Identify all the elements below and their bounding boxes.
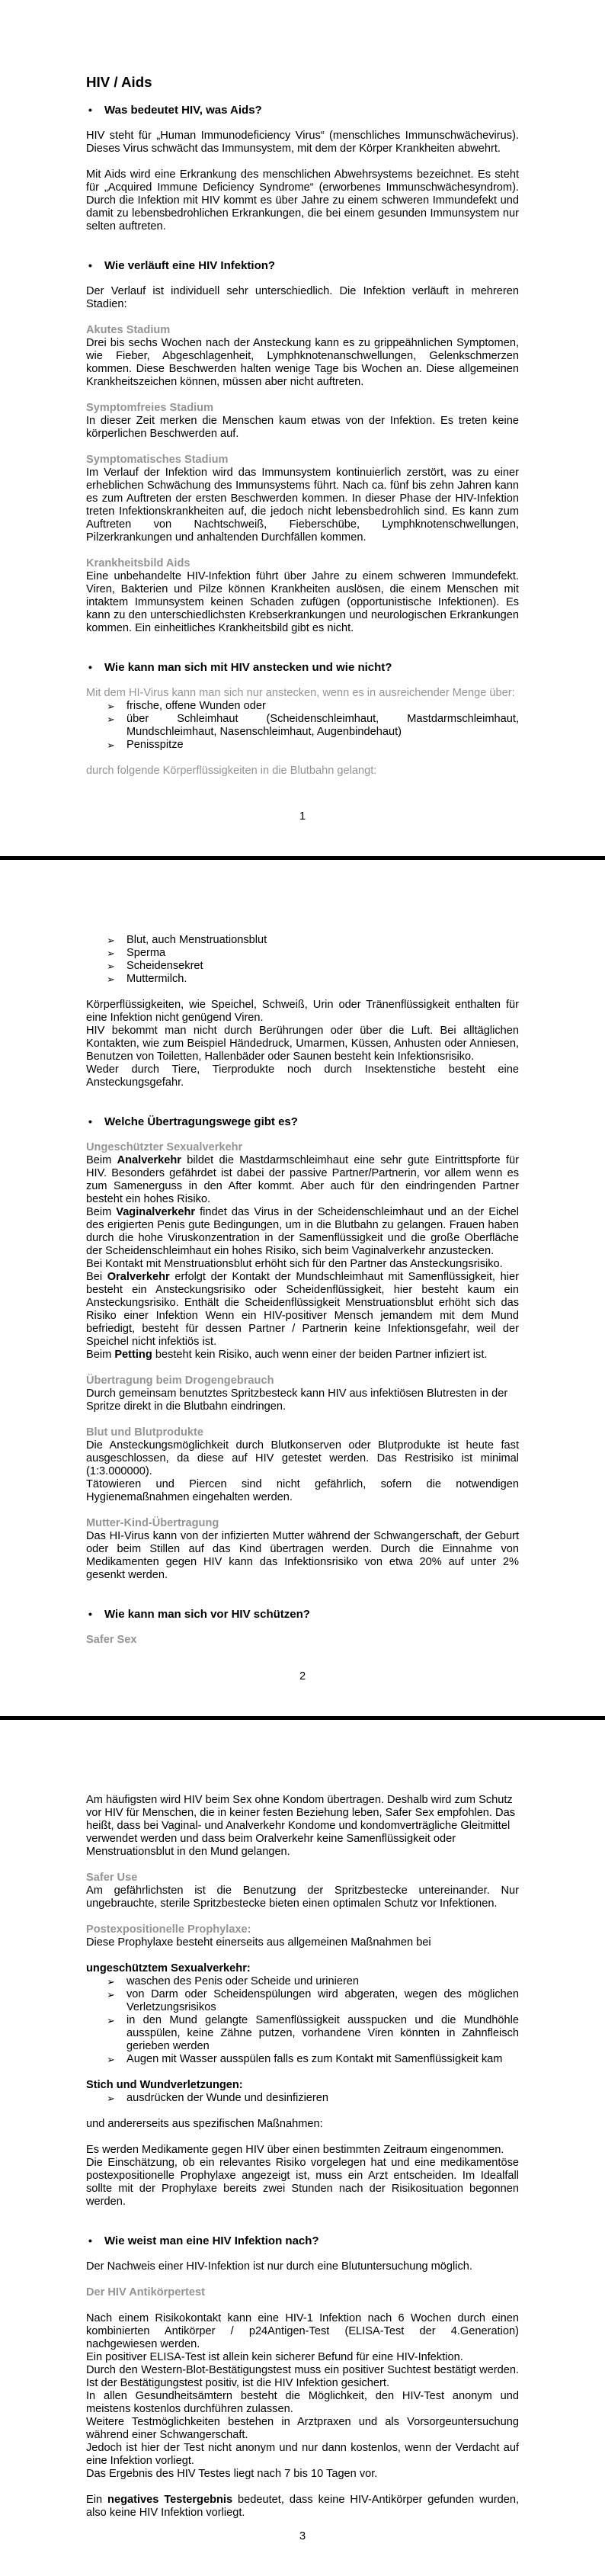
list-item-text: über Schleimhaut (Scheidenschleimhaut, Mastdarmschleimhaut, Mundschleimhaut, Nasenschleimhaut, Augenbindehaut): [126, 713, 519, 738]
section-heading-gray: Übertragung beim Drogengebrauch: [86, 1375, 274, 1387]
list-item-text: ausdrücken der Wunde und desinfizieren: [126, 2092, 329, 2104]
list-item: [86, 960, 519, 973]
arrow-list-eintrittspforten: [86, 700, 519, 752]
paragraph: Das HI-Virus kann von der infizierten Mutter während der Schwangerschaft, der Geburt oder beim Stillen auf das Kind übertragen werden. Durch die Einnahme von Medikamenten gegen HIV kann das Infektionsrisiko von etwa 20% auf unter 2% gesenkt werden.: [86, 1530, 519, 1581]
arrow-list-massnahmen-wunde: [86, 2092, 519, 2105]
section-symptomatisches-stadium: [86, 454, 519, 544]
section-drogengebrauch: [86, 1375, 519, 1413]
bullet-icon: •: [88, 1115, 92, 1128]
paragraph: Tätowieren und Piercen sind nicht gefährlich, sofern die notwendigen Hygienemaßnahmen eingehalten werden.: [86, 1478, 519, 1503]
paragraph: Am häufigsten wird HIV beim Sex ohne Kondom übertragen. Deshalb wird zum Schutz vor HIV für Menschen, die in keiner festen Beziehung leben, Safer Sex empfohlen. Das heißt, dass bei Vaginal- und Analverkehr Kondome und kondomverträgliche Gleitmittel verwendet werden und dass beim Oralverkehr keine Samenflüssigkeit oder Menstruationsblut in den Mund gelangen.: [86, 1794, 515, 1858]
list-item: [86, 2092, 519, 2105]
paragraph: Ein negatives Testergebnis bedeutet, dass keine HIV-Antikörper gefunden wurden, also keine HIV Infektion vorliegt.: [86, 2494, 519, 2519]
page-number: 1: [299, 810, 306, 823]
paragraph: Der Nachweis einer HIV-Infektion ist nur durch eine Blutuntersuchung möglich.: [86, 2260, 472, 2273]
bullet-icon: •: [88, 1608, 92, 1620]
arrow-bullet-icon: ➢: [107, 2093, 115, 2104]
bold-term: negatives Testergebnis: [107, 2494, 233, 2506]
bullet-icon: •: [88, 661, 92, 673]
section-keine-ansteckung: [86, 999, 519, 1089]
paragraph: Bei Kontakt mit Menstruationsblut erhöht sich für den Partner das Ansteckungsrisiko.: [86, 1258, 503, 1270]
bullet-icon: •: [88, 259, 92, 271]
list-item: [86, 700, 519, 713]
paragraph: Körperflüssigkeiten, wie Speichel, Schweiß, Urin oder Tränenflüssigkeit enthalten für eine Infektion nicht genügend Viren.: [86, 999, 519, 1024]
section-heading-bold: ungeschütztem Sexualverkehr:: [86, 1962, 251, 1975]
bullet-icon: •: [88, 2234, 92, 2247]
paragraph: Drei bis sechs Wochen nach der Ansteckung kann es zu grippeähnlichen Symptomen, wie Fieber, Abgeschlagenheit, Lymphknotenanschwellungen, Gelenkschmerzen kommen. Diese Beschwerden halten wenige Tage bis Wochen an. Diese allgemeinen Krankheitszeichen können, müssen aber nicht auftreten.: [86, 337, 519, 388]
list-item-text: frische, offene Wunden oder: [126, 700, 266, 712]
paragraph: Durch gemeinsam benutztes Spritzbesteck kann HIV aus infektiösen Blutresten in der Spritze direkt in die Blutbahn eindringen.: [86, 1387, 508, 1413]
section-ungeschuetztem-sexualverkehr: [86, 1962, 519, 2066]
list-item-text: von Darm oder Scheidenspülungen wird abgeraten, wegen des möglichen Verletzungsrisikos: [126, 1988, 519, 2013]
section-antikoerpertest-details: [86, 2312, 519, 2481]
section-heading-gray: Der HIV Antikörpertest: [86, 2286, 205, 2299]
question-text: Wie weist man eine HIV Infektion nach?: [104, 2234, 319, 2247]
paragraph: In dieser Zeit merken die Menschen kaum etwas von der Infektion. Es treten keine körperlichen Beschwerden auf.: [86, 415, 519, 440]
paragraph: und andererseits aus spezifischen Maßnahmen:: [86, 2118, 323, 2130]
paragraph: Im Verlauf der Infektion wird das Immunsystem kontinuierlich zerstört, was zu einer erheblichen Schwächung des Immunsystems führt. Nach ca. fünf bis zehn Jahren kann es zum Auftreten der ersten Beschwerden kommen. In dieser Phase der HIV-Infektion treten Infektionskrankheiten auf, die jedoch nicht lebensbedrohlich sind. Es kann zum Auftreten von Nachtschweiß, Fieberschübe, Lymphknotenschwellungen, Pilzerkrankungen und anhaltenden Durchfällen kommen.: [86, 467, 519, 544]
paragraph-gray: durch folgende Körperflüssigkeiten in die Blutbahn gelangt:: [86, 765, 377, 777]
paragraph: Beim Petting besteht kein Risiko, auch wenn einer der beiden Partner infiziert ist.: [86, 1349, 488, 1361]
bullet-question-schuetzen: [86, 1608, 519, 1621]
arrow-bullet-icon: ➢: [107, 1976, 115, 1987]
arrow-list-massnahmen-sex: [86, 1975, 519, 2066]
section-heading-gray: Postexpositionelle Prophylaxe:: [86, 1923, 251, 1936]
bold-term: Vaginalverkehr: [116, 1206, 196, 1218]
bullet-question-uebertragungswege: [86, 1115, 519, 1128]
list-item: [86, 934, 519, 947]
page-1: [0, 0, 605, 856]
list-item: [86, 2014, 519, 2053]
list-item-text: Penisspitze: [126, 739, 184, 751]
list-item-text: Scheidensekret: [126, 960, 203, 972]
paragraph: Die Ansteckungsmöglichkeit durch Blutkonserven oder Blutprodukte ist heute fast ausgeschlossen, da diese auf HIV getestet werden. Das Restrisiko ist minimal (1:3.000000).: [86, 1439, 519, 1477]
paragraph: Weder durch Tiere, Tierprodukte noch durch Insektenstiche besteht eine Ansteckungsgefahr.: [86, 1063, 519, 1089]
paragraph: Beim Vaginalverkehr findet das Virus in der Scheidenschleimhaut und an der Eichel des erigierten Penis gute Bedingungen, um in die Blutbahn zu gelangen. Frauen haben durch die hohe Viruskonzentration in der Samenflüssigkeit und die große Oberfläche der Scheidenschleimhaut ein hohes Risiko, sich beim Vaginalverkehr anzustecken.: [86, 1206, 519, 1257]
bold-term: Oralverkehr: [107, 1271, 170, 1283]
arrow-bullet-icon: ➢: [107, 935, 115, 946]
paragraph: Bei Oralverkehr erfolgt der Kontakt der Mundschleimhaut mit Samenflüssigkeit, hier besteht ein Ansteckungsrisiko oder Scheidenflüssigkeit, hier besteht kaum ein Ansteckungsrisiko. Enthält die Scheidenflüssigkeit Menstruationsblut erhöht sich das Risiko einer Infektion Wenn ein HIV-positiver Mensch jemandem mit dem Mund befriedigt, besteht für dessen Partner / Partnerin keine Infektionsgefahr, weil der Speichel nicht infektiös ist.: [86, 1271, 519, 1348]
section-krankheitsbild-aids: [86, 557, 519, 635]
section-heading-gray: Safer Use: [86, 1872, 138, 1884]
question-text: Wie kann man sich vor HIV schützen?: [104, 1608, 310, 1621]
list-item-text: Augen mit Wasser ausspülen falls es zum Kontakt mit Samenflüssigkeit kam: [126, 2053, 503, 2065]
list-item: [86, 713, 519, 739]
arrow-bullet-icon: ➢: [107, 961, 115, 972]
paragraph: Am gefährlichsten ist die Benutzung der Spritzbestecke untereinander. Nur ungebrauchte, sterile Spritzbestecke bieten einen optimalen Schutz vor Infektionen.: [86, 1885, 519, 1910]
page-number: 3: [299, 2530, 306, 2542]
page-number: 2: [299, 1670, 306, 1683]
arrow-bullet-icon: ➢: [107, 1989, 115, 2000]
paragraph: Die Einschätzung, ob ein relevantes Risiko vorgelegen hat und eine medikamentöse postexpositionelle Prophylaxe angezeigt ist, muss ein Arzt entscheiden. Im Idealfall sollte mit der Prophylaxe bereits zwei Stunden nach der Risikosituation begonnen werden.: [86, 2157, 519, 2208]
list-item-text: Sperma: [126, 947, 166, 959]
paragraph: Diese Prophylaxe besteht einerseits aus allgemeinen Maßnahmen bei: [86, 1936, 431, 1949]
section-ungeschuetzter-sexualverkehr: [86, 1141, 519, 1362]
bullet-question-was-bedeutet: [86, 104, 519, 117]
paragraph: Ein positiver ELISA-Test ist allein kein sicherer Befund für eine HIV-Infektion.: [86, 2351, 463, 2363]
section-symptomfreies-stadium: [86, 402, 519, 441]
list-item-text: waschen des Penis oder Scheide und urinieren: [126, 1975, 360, 1987]
paragraph: HIV bekommt man nicht durch Berührungen oder über die Luft. Bei alltäglichen Kontakten, wie zum Beispiel Händedruck, Umarmen, Küssen, Anhusten oder Anniesen, Benutzen von Toiletten, Hallenbäder oder Saunen besteht kein Infektionsrisiko.: [86, 1025, 519, 1063]
bold-term: Petting: [114, 1349, 152, 1361]
list-item: [86, 1975, 519, 1988]
list-item: [86, 973, 519, 986]
section-heading-gray: Safer Sex: [86, 1634, 137, 1646]
bullet-question-anstecken: [86, 661, 519, 674]
section-heading-gray: Krankheitsbild Aids: [86, 557, 190, 569]
paragraph: Jedoch ist hier der Test nicht anonym und nur dann kostenlos, wenn der Verdacht auf eine Infektion vorliegt.: [86, 2442, 519, 2467]
paragraph-gray: Mit dem HI-Virus kann man sich nur anstecken, wenn es in ausreichender Menge über:: [86, 687, 515, 699]
bullet-question-nachweis: [86, 2234, 519, 2247]
paragraph: Nach einem Risikokontakt kann eine HIV-1 Infektion nach 6 Wochen durch einen kombinierten Antikörper / p24Antigen-Test (ELISA-Test der 4.Generation) nachgewiesen werden.: [86, 2312, 519, 2350]
question-text: Welche Übertragungswege gibt es?: [104, 1115, 298, 1128]
section-heading-bold: Stich und Wundverletzungen:: [86, 2079, 243, 2091]
section-heading-gray: Akutes Stadium: [86, 324, 171, 336]
question-text: Wie kann man sich mit HIV anstecken und wie nicht?: [104, 661, 392, 674]
list-item: [86, 1988, 519, 2014]
arrow-bullet-icon: ➢: [107, 2015, 115, 2026]
paragraph: HIV steht für „Human Immunodeficiency Virus“ (menschliches Immunschwächevirus). Dieses Virus schwächt das Immunsystem, mit dem der Körper Krankheiten abwehrt.: [86, 130, 519, 155]
list-item-text: in den Mund gelangte Samenflüssigkeit ausspucken und die Mundhöhle ausspülen, keine Zähne putzen, vorhandene Viren könnten in Zahnfleisch gerieben werden: [126, 2014, 519, 2052]
page-2: [0, 860, 605, 1716]
section-blut-und-blutprodukte: [86, 1426, 519, 1504]
paragraph: Es werden Medikamente gegen HIV über einen bestimmten Zeitraum eingenommen.: [86, 2144, 504, 2156]
section-heading-gray: Mutter-Kind-Übertragung: [86, 1517, 219, 1529]
page-3: [0, 1720, 605, 2576]
arrow-bullet-icon: ➢: [107, 739, 115, 751]
arrow-bullet-icon: ➢: [107, 701, 115, 712]
section-akutes-stadium: [86, 324, 519, 389]
section-heading-gray: Symptomatisches Stadium: [86, 454, 229, 466]
question-text: Was bedeutet HIV, was Aids?: [104, 104, 262, 117]
section-safer-use: [86, 1872, 519, 1910]
paragraph: In allen Gesundheitsämtern besteht die Möglichkeit, den HIV-Test anonym und meistens kostenlos durchführen zulassen.: [86, 2390, 519, 2415]
arrow-list-koerperfluessigkeiten: [86, 934, 519, 986]
bullet-icon: •: [88, 104, 92, 116]
section-spezifische-massnahmen: [86, 2144, 519, 2209]
section-heading-gray: Blut und Blutprodukte: [86, 1426, 204, 1439]
list-item-text: Blut, auch Menstruationsblut: [126, 934, 267, 946]
arrow-bullet-icon: ➢: [107, 974, 115, 985]
section-stich-und-wundverletzungen: [86, 2079, 519, 2105]
list-item: [86, 947, 519, 960]
paragraph: Durch den Western-Blot-Bestätigungstest muss ein positiver Suchtest bestätigt werden. Ist der Bestätigungstest positiv, ist die HIV Infektion gesichert.: [86, 2364, 519, 2389]
section-heading-gray: Symptomfreies Stadium: [86, 402, 214, 414]
section-mutter-kind-uebertragung: [86, 1517, 519, 1582]
arrow-bullet-icon: ➢: [107, 2054, 115, 2065]
arrow-bullet-icon: ➢: [107, 948, 115, 959]
bold-term: Analverkehr: [117, 1154, 181, 1166]
list-item: [86, 739, 519, 752]
paragraph: Das Ergebnis des HIV Testes liegt nach 7 bis 10 Tagen vor.: [86, 2468, 378, 2480]
paragraph: Der Verlauf ist individuell sehr unterschiedlich. Die Infektion verläuft in mehreren Stadien:: [86, 285, 519, 310]
bullet-question-verlauf: [86, 259, 519, 272]
paragraph: Weitere Testmöglichkeiten bestehen in Arztpraxen und als Vorsorgeuntersuchung während einer Schwangerschaft.: [86, 2416, 519, 2441]
paragraph: Beim Analverkehr bildet die Mastdarmschleimhaut eine sehr gute Eintrittspforte für HIV. Besonders gefährdet ist dabei der passive Partner/Partnerin, vor allem wenn es zum Samenerguss in den After kommt. Aber auch für den eindringenden Partner besteht ein hohes Risiko.: [86, 1154, 519, 1205]
list-item-text: Muttermilch.: [126, 973, 187, 985]
section-heading-gray: Ungeschützter Sexualverkehr: [86, 1141, 243, 1153]
arrow-bullet-icon: ➢: [107, 714, 115, 725]
question-text: Wie verläuft eine HIV Infektion?: [104, 259, 276, 272]
section-postexpositionelle-prophylaxe: [86, 1923, 519, 1949]
paragraph: Mit Aids wird eine Erkrankung des menschlichen Abwehrsystems bezeichnet. Es steht für „Acquired Immune Deficiency Syndrome“ (erworbenes Immunschwächesyndrom). Durch die Infektion mit HIV kommt es über Jahre zu einem schweren Immundefekt und damit zu lebensbedrohlichen Erkrankungen, die bei einem gesunden Immunsystem nur selten auftreten.: [86, 168, 519, 233]
paragraph: Eine unbehandelte HIV-Infektion führt über Jahre zu einem schweren Immundefekt. Viren, Bakterien und Pilze können Krankheiten auslösen, die einem Menschen mit intaktem Immunsystem keinen Schaden zufügen (opportunistische Infektionen). Es kann zu den unterschiedlichsten Krebserkrankungen und neurologischen Erkrankungen kommen. Ein einheitliches Krankheitsbild gibt es nicht.: [86, 570, 519, 634]
page-title: HIV / Aids: [86, 74, 152, 90]
list-item: [86, 2053, 519, 2066]
